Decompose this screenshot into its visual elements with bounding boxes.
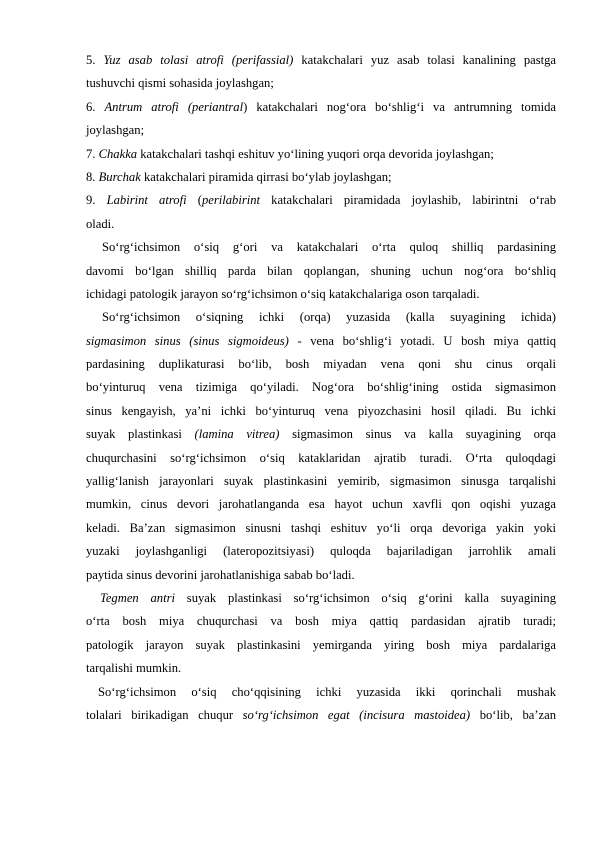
paragraph-1-line-2: davomi bo‘lgan shilliq parda bilan qoplangan, shuning uchun nog‘ora bo‘shliq <box>86 263 556 278</box>
paragraph-3-line-2: o‘rta bosh miya chuqurchasi va bosh miya qattiq pardasidan ajratib turadi; <box>86 614 556 629</box>
item-term: Burchak <box>98 169 141 184</box>
item-term: Antrum atrofi (periantral <box>104 99 244 114</box>
paragraph-2-line-11: yuzaki joylashganligi (lateropozitsiyasi) quloqda bajariladigan jarrohlik amali <box>86 544 556 559</box>
paragraph-4-line-1: So‘rg‘ichsimon o‘siq cho‘qqisining ichki yuzasida ikki qorinchali mushak <box>98 684 556 699</box>
paragraph-text: suyak plastinkasi so‘rg‘ichsimon o‘siq g‘orini kalla suyagining <box>186 590 556 605</box>
item-text: katakchalari nog‘ora bo‘shlig‘i va antrumning tomida <box>256 99 557 114</box>
paragraph-1-line-3: ichidagi patologik jarayon so‘rg‘ichsimon o‘siq katakchalariga oson tarqaladi. <box>86 286 480 301</box>
paragraph-2-line-8: yallig‘lanish jarayonlari suyak plastinkasini yemirib, sigmasimon sinusga tarqalishi <box>86 474 556 489</box>
paragraph-2-line-4: bo‘yinturuq vena tizimiga qo‘yiladi. Nog‘ora bo‘shlig‘ining ostida sigmasimon <box>86 380 556 395</box>
paragraph-1-line-1: So‘rg‘ichsimon o‘siq g‘ori va katakchalari o‘rta quloq shilliq pardasining <box>102 240 556 255</box>
paragraph-text: sigmasimon sinus va kalla suyagining orqa <box>292 427 556 442</box>
paragraph-2-line-7: chuqurchasini so‘rg‘ichsimon o‘siq kataklaridan ajratib turadi. O‘rta quloqdagi <box>86 450 556 465</box>
paragraph-3-line-1 <box>86 587 556 610</box>
paragraph-text: tolalari birikadigan chuqur <box>86 707 234 722</box>
list-item-6-line-1 <box>86 96 556 119</box>
paragraph-2-line-10: keladi. Ba’zan sigmasimon sinusni tashqi eshituv yo‘li orqa devoriga yakin yoki <box>86 520 556 535</box>
item-term: Labirint atrofi <box>106 193 187 208</box>
item-text: katakchalari yuz asab tolasi kanalining pastga <box>301 53 557 67</box>
item-term: Yuz asab tolasi atrofi (perifassial) <box>103 53 294 67</box>
latin-term: Tegmen antri <box>100 590 175 605</box>
item-text: katakchalari tashqi eshituv yo‘lining yuqori orqa devorida joylashgan; <box>140 146 494 161</box>
item-paren: ) <box>243 99 248 114</box>
paragraph-2-line-2 <box>86 330 556 353</box>
latin-term: (lamina vitrea) <box>194 427 280 442</box>
paragraph-3-line-3: patologik jarayon suyak plastinkasini yemirganda yiring bosh miya pardalariga <box>86 637 556 652</box>
list-item-8-line-1 <box>86 166 556 189</box>
item-term: Chakka <box>98 146 138 161</box>
list-item-5-line-2: tushuvchi qismi sohasida joylashgan; <box>86 76 274 91</box>
list-item-6-line-2: joylashgan; <box>86 123 145 138</box>
paragraph-2-line-12: paytida sinus devorini jarohatlanishiga sabab bo‘ladi. <box>86 567 355 582</box>
paragraph-3-line-4: tarqalishi mumkin. <box>86 661 182 676</box>
item-number: 5. <box>86 53 96 67</box>
paragraph-2-line-3: pardasining duplikaturasi bo‘lib, bosh miyadan vena qoni shu cinus orqali <box>86 357 556 372</box>
list-item-9-line-2: oladi. <box>86 216 115 231</box>
item-number: 9. <box>86 193 96 208</box>
item-text: katakchalari piramida qirrasi bo‘ylab joylashgan; <box>143 169 392 184</box>
latin-term: so‘rg‘ichsimon egat (incisura mastoidea) <box>242 707 471 722</box>
list-item-5-line-1 <box>86 49 556 72</box>
list-item-7-line-1 <box>86 143 556 166</box>
paragraph-2-line-6 <box>86 423 556 446</box>
latin-term: sigmasimon sinus (sinus sigmoideus) <box>86 333 289 348</box>
paragraph-text: - vena bo‘shlig‘i yotadi. U bosh miya qattiq <box>297 333 556 348</box>
item-number: 7. <box>86 146 96 161</box>
paragraph-2-line-5: sinus kengayish, ya’ni ichki bo‘yinturuq vena piyozchasini hosil qiladi. Bu ichki <box>86 403 556 418</box>
item-term-2: perilabirint <box>201 193 261 208</box>
item-number: 8. <box>86 169 96 184</box>
paragraph-4-line-2 <box>86 704 556 727</box>
paragraph-2-line-9: mumkin, cinus devori jarohatlanganda esa hayot uchun xavfli qon oqishi yuzaga <box>86 497 556 512</box>
document-page <box>86 49 556 727</box>
paragraph-2-line-1: So‘rg‘ichsimon o‘siqning ichki (orqa) yuzasida (kalla suyagining ichida) <box>102 310 556 325</box>
list-item-9-line-1 <box>86 189 556 212</box>
paragraph-text: suyak plastinkasi <box>86 427 182 442</box>
paragraph-text: bo‘lib, ba’zan <box>479 707 557 722</box>
item-text: katakchalari piramidada joylashib, labirintni o‘rab <box>271 193 556 208</box>
item-number: 6. <box>86 99 96 114</box>
item-paren: ( <box>197 193 202 208</box>
